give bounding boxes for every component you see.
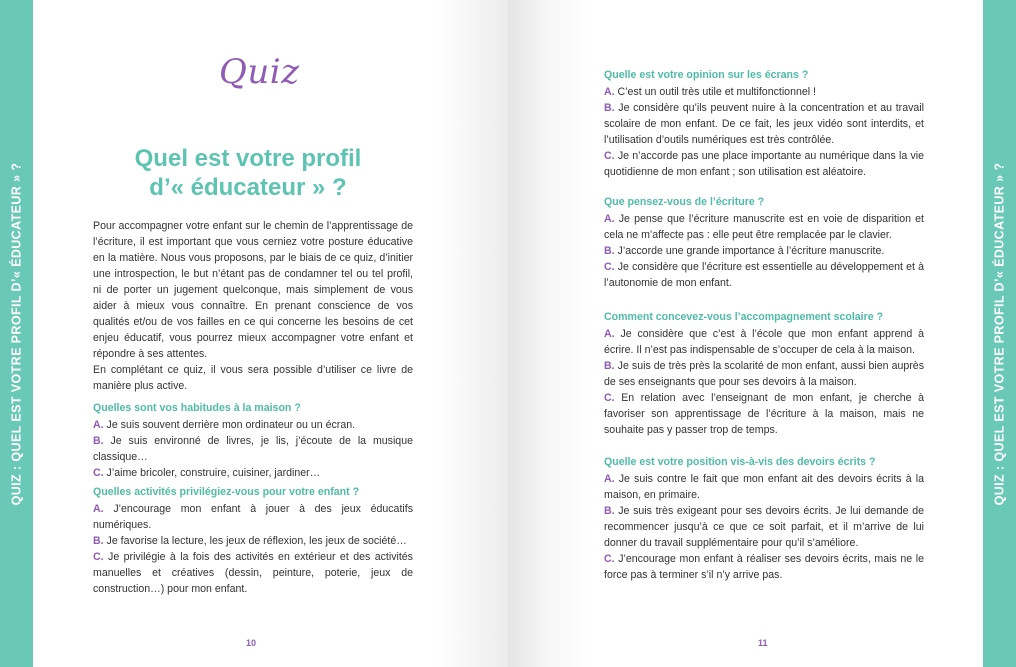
page-number-right: 11 [758, 638, 768, 648]
answer-c [604, 259, 924, 291]
right-side-band-text: QUIZ : QUEL EST VOTRE PROFIL D’« ÉDUCATEUR » ? [992, 162, 1007, 505]
answer-letter: A. [604, 213, 615, 225]
answer-c [604, 148, 924, 180]
answer-letter: C. [604, 392, 615, 404]
answer-a [93, 417, 413, 433]
answer-letter: C. [604, 261, 615, 273]
question-title: Quelle est votre position vis-à-vis des devoirs écrits ? [604, 456, 876, 468]
answer-a [604, 471, 924, 503]
answer-letter: C. [604, 553, 615, 565]
page-title-line1: Quel est votre profil [134, 145, 362, 172]
question-block-screens [604, 67, 924, 180]
answer-text: Je privilégie à la fois des activités en extérieur et des activités manuelles et créatives (dessin, peinture, poterie, jeux de construction…) pour mon enfant. [93, 551, 413, 595]
answer-text: Je suis environné de livres, je lis, j’écoute de la musique classique… [93, 435, 413, 463]
answer-text: C’est un outil très utile et multifonctionnel ! [617, 86, 816, 98]
left-side-band-text: QUIZ : QUEL EST VOTRE PROFIL D’« ÉDUCATEUR » ? [9, 162, 24, 505]
question-block-support [604, 309, 924, 438]
answer-text: Je considère qu’ils peuvent nuire à la concentration et au travail scolaire de mon enfant. De ce fait, les jeux vidéo sont interdits, et l’utilisation d’outils numériques est très contrôlée. [604, 102, 924, 146]
answer-text: J’encourage mon enfant à réaliser ses devoirs écrits, mais ne le force pas à terminer s’il n’y arrive pas. [604, 553, 925, 581]
answer-text: Je suis de très près la scolarité de mon enfant, aussi bien auprès de ses enseignants que pour ses devoirs à la maison. [604, 360, 924, 388]
answer-text: Je considère que c’est à l’école que mon enfant apprend à écrire. Il n’est pas indispensable de s’occuper de cela à la maison. [604, 328, 924, 356]
intro-text [93, 218, 413, 394]
answer-letter: B. [93, 435, 104, 447]
answer-c [604, 390, 924, 438]
answer-text: Je favorise la lecture, les jeux de réflexion, les jeux de société… [106, 535, 407, 547]
answer-b [604, 100, 924, 148]
right-side-band [983, 0, 1016, 667]
answer-b [93, 433, 413, 465]
answer-letter: A. [93, 419, 104, 431]
question-title: Quelle est votre opinion sur les écrans ? [604, 69, 809, 81]
answer-text: Je considère que l’écriture est essentielle au développement et à l’autonomie de mon enfant. [604, 261, 924, 289]
answer-letter: B. [604, 360, 615, 372]
answer-text: J’accorde une grande importance à l’écriture manuscrite. [617, 245, 885, 257]
answer-letter: A. [604, 328, 615, 340]
answer-text: Je pense que l’écriture manuscrite est en voie de disparition et cela ne m’affecte pas : elle peut être remplacée par le clavier. [604, 213, 924, 241]
answer-text: Je suis très exigeant pour ses devoirs écrits. Je lui demande de recommencer jusqu’à ce que ce soit parfait, et il m’arrive de lui donner du travail supplémentaire pour qu’il s’améliore. [604, 505, 924, 549]
question-block-habits [93, 400, 413, 481]
question-title: Que pensez-vous de l’écriture ? [604, 196, 765, 208]
answer-text: J’aime bricoler, construire, cuisiner, jardiner… [106, 467, 321, 479]
answer-letter: A. [93, 503, 104, 515]
answer-letter: B. [604, 102, 615, 114]
answer-letter: C. [93, 467, 104, 479]
left-side-band [0, 0, 33, 667]
answer-letter: B. [93, 535, 104, 547]
right-page [508, 0, 983, 667]
page-title-line2: d’« éducateur » ? [149, 174, 347, 201]
answer-b [93, 533, 413, 549]
question-block-homework [604, 454, 924, 583]
answer-c [93, 465, 413, 481]
answer-c [93, 549, 413, 597]
answer-text: Je suis souvent derrière mon ordinateur ou un écran. [106, 419, 356, 431]
answer-a [604, 326, 924, 358]
answer-text: Je suis contre le fait que mon enfant ait des devoirs écrits à la maison, en primaire. [604, 473, 924, 501]
answer-letter: C. [93, 551, 104, 563]
answer-text: J’encourage mon enfant à jouer à des jeux éducatifs numériques. [93, 503, 413, 531]
answer-b [604, 243, 924, 259]
question-title: Quelles sont vos habitudes à la maison ? [93, 402, 301, 414]
quiz-heading: Quiz [219, 52, 300, 92]
page-title [93, 144, 403, 202]
answer-letter: A. [604, 86, 615, 98]
answer-a [604, 211, 924, 243]
question-title: Quelles activités privilégiez-vous pour votre enfant ? [93, 486, 360, 498]
question-block-writing [604, 194, 924, 291]
answer-b [604, 358, 924, 390]
answer-b [604, 503, 924, 551]
page-number-left: 10 [246, 638, 257, 648]
answer-text: En relation avec l’enseignant de mon enfant, je cherche à favoriser son apprentissage de l’écriture à la maison, mais ne souhaite pas y passer trop de temps. [604, 392, 924, 436]
answer-c [604, 551, 924, 583]
answer-letter: A. [604, 473, 615, 485]
answer-letter: B. [604, 505, 615, 517]
intro-paragraph-1: Pour accompagner votre enfant sur le chemin de l’apprentissage de l’écriture, il est important que vous cerniez votre posture éducative en la matière. Nous vous proposons, par le biais de ce quiz, d’initier une introspection, le but n’étant pas de condamner tel ou tel profil, ni de porter un jugement quelconque, mais simplement de vous aider à mieux vous connaître. En prenant conscience de vos qualités et/ou de vos failles en ce qui concerne les besoins de cet enjeu éducatif, vous pourrez mieux accompagner votre enfant et répondre à ses attentes. [93, 220, 413, 360]
answer-text: Je n’accorde pas une place importante au numérique dans la vie quotidienne de mon enfant ; son utilisation est aléatoire. [604, 150, 924, 178]
question-block-activities [93, 484, 413, 597]
intro-paragraph-2: En complétant ce quiz, il vous sera possible d’utiliser ce livre de manière plus active. [93, 364, 413, 392]
answer-a [93, 501, 413, 533]
answer-letter: C. [604, 150, 615, 162]
question-title: Comment concevez-vous l’accompagnement scolaire ? [604, 311, 884, 323]
answer-letter: B. [604, 245, 615, 257]
answer-a [604, 84, 924, 100]
left-page [33, 0, 508, 667]
